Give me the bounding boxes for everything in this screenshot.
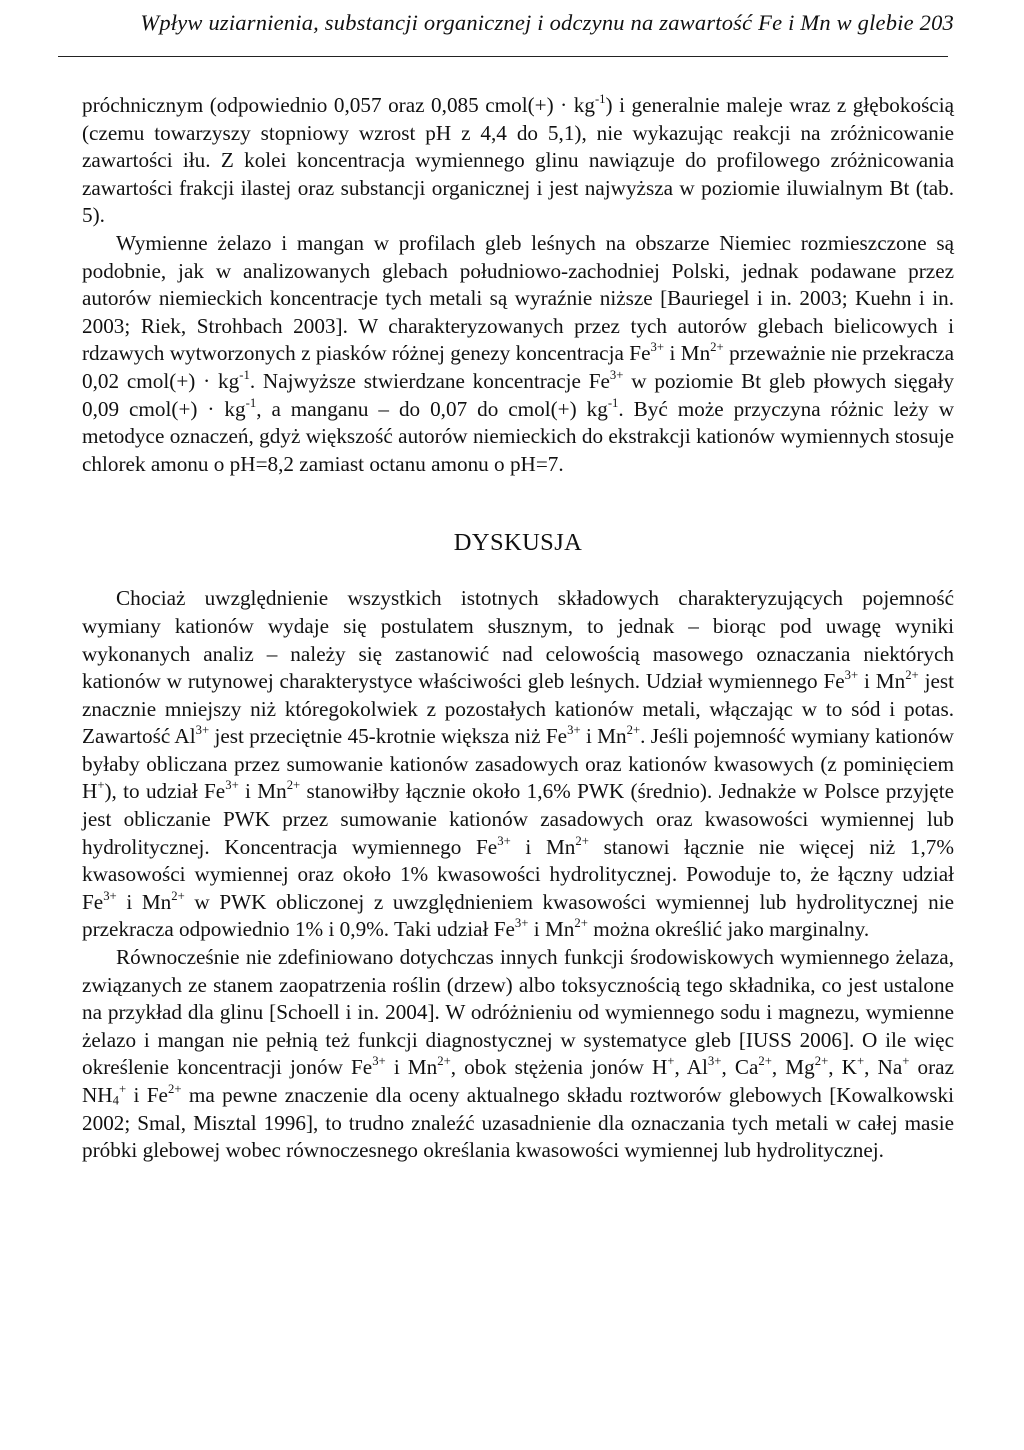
section-heading: DYSKUSJA <box>453 529 583 557</box>
text-run: jest znacznie mniejszy niż któregokolwiek z pozostałych kationów metali, włączając w to sód i potas. Zawartość Al <box>82 669 954 749</box>
text-run: . Być może przyczyna różnic leży w metodyce oznaczeń, gdyż większość autorów niemieckich do ekstrakcji kationów wymiennych stosuje chlorek amonu o pH=8,2 zamiast octanu amonu o pH=7. <box>82 396 954 476</box>
text-run: w poziomie Bt gleb płowych sięgały 0,09 cmol(+) · kg <box>82 368 954 421</box>
superscript: -1 <box>245 395 257 410</box>
superscript: 2+ <box>171 888 185 903</box>
superscript: + <box>118 1081 127 1096</box>
superscript: 3+ <box>707 1054 722 1069</box>
superscript: + <box>856 1054 865 1069</box>
text-run: , a manganu – do 0,07 do cmol(+) kg <box>256 396 608 421</box>
superscript: 2+ <box>710 340 724 355</box>
superscript: 2+ <box>437 1054 451 1069</box>
text-run: . Najwyższe stwierdzane koncentracje Fe <box>249 368 610 393</box>
superscript: + <box>902 1054 910 1069</box>
superscript: 3+ <box>650 340 665 355</box>
text-run: i Fe <box>126 1083 168 1107</box>
text-run: stanowi łącznie nie więcej niż 1,7% kwasowości wymiennej oraz około 1% kwasowości hydrolitycznej. Powoduje to, że łączny udział Fe <box>82 834 954 914</box>
superscript: 3+ <box>103 888 117 903</box>
text-run: . Jeśli pojemność wymiany kationów byłaby obliczana przez sumowanie kationów zasadowych oraz kationów kwasowych (z pominięciem H <box>82 724 954 804</box>
text-run: ) i generalnie maleje wraz z głębokością (czemu towarzyszy stopniowy wzrost pH z 4,4 do 5,1), nie wykazując reakcji na zróżnicowanie zawartości iłu. Z kolei koncentracja wymiennego glinu nawiązuje do profilowego zróżnicowania zawartości frakcji ilastej oraz substancji organicznej i jest najwyższa w poziomie iluwialnym Bt (tab. 5). <box>82 93 955 228</box>
text-run: , Al <box>674 1055 708 1080</box>
superscript: 2+ <box>626 723 641 738</box>
text-run: oraz NH <box>82 1055 954 1107</box>
paragraph <box>82 92 954 230</box>
text-run: w PWK obliczonej z uwzględnieniem kwasowości wymiennej lub hydrolitycznej nie przekracza odpowiednio 1% i 0,9%. Taki udział Fe <box>82 889 955 942</box>
superscript: 3+ <box>514 916 529 931</box>
superscript: 3+ <box>372 1054 386 1069</box>
paragraph <box>82 944 954 1165</box>
text-run: Chociaż uwzględnienie wszystkich istotnych składowych charakteryzujących pojemność wymiany kationów wydaje się postulatem słusznym, to jednak – biorąc pod uwagę wyniki wykonanych analiz – należy się zastanowić nad celowością masowego oznaczania niektórych kationów w rutynowej charakterystyce właściwości gleb leśnych. Udział wymiennego Fe <box>82 586 954 694</box>
superscript: 3+ <box>225 778 239 793</box>
superscript: + <box>667 1054 675 1069</box>
text-run: stanowiłby łącznie około 1,6% PWK (średnio). Jednakże w Polsce przyjęte jest obliczanie PWK przez sumowanie kationów zasadowych oraz kwasowości wymiennej lub hydrolitycznej. Koncentracja wymiennego Fe <box>82 779 954 859</box>
text-run: , Na <box>864 1055 903 1080</box>
subscript: 4 <box>112 1093 119 1108</box>
running-title: Wpływ uziarnienia, substancji organicznej i odczynu na zawartość Fe i Mn w glebie <box>140 10 914 35</box>
superscript: 2+ <box>905 667 919 682</box>
text-run: i Mn <box>580 724 627 749</box>
superscript: 3+ <box>497 833 511 848</box>
text-run: ma pewne znaczenie dla oceny aktualnego składu roztworów glebowych [Kowalkowski 2002; Smal, Misztal 1996], to trudno znaleźć uzasadnienie dla oznaczania tych metali w całej masie próbki glebowej wobec równoczesnego określania kwasowości wymiennej lub hydrolitycznej. <box>82 1083 954 1163</box>
body-text <box>82 92 954 1165</box>
text-run: i Mn <box>528 917 575 942</box>
text-run: i Mn <box>858 669 906 694</box>
header-rule <box>58 56 948 57</box>
text-run: jest przeciętnie 45-krotnie większa niż Fe <box>209 724 568 749</box>
superscript: -1 <box>607 395 619 410</box>
text-run: i Mn <box>510 834 576 859</box>
superscript: + <box>97 778 105 793</box>
superscript: 2+ <box>286 778 301 793</box>
running-header <box>82 8 954 38</box>
text-run: przeważnie nie przekracza 0,02 cmol(+) · kg <box>82 341 954 393</box>
superscript: 2+ <box>758 1054 772 1069</box>
page-number: 203 <box>919 10 954 35</box>
text-run: Równocześnie nie zdefiniowano dotychczas innych funkcji środowiskowych wymiennego żelaza, związanych ze stanem zaopatrzenia roślin (drzew) albo toksycznością tego składnika, co jest ustalone na przykład dla glinu [Schoell i in. 2004]. W odróżnieniu od wymiennego sodu i magnezu, wymienne żelazo i mangan nie pełnią też funkcji diagnostycznej w systematyce gleb [IUSS 2006]. O ile więc określenie koncentracji jonów Fe <box>82 945 954 1080</box>
superscript: 3+ <box>844 667 859 682</box>
superscript: 3+ <box>195 723 210 738</box>
text-run: Wymienne żelazo i mangan w profilach gleb leśnych na obszarze Niemiec rozmieszczone są podobnie, jak w analizowanych glebach południowo-zachodniej Polski, jednak podawane przez autorów niemieckich koncentracje tych metali są wyraźnie niższe [Bauriegel i in. 2003; Kuehn i in. 2003; Riek, Strohbach 2003]. W charakteryzowanych przez tych autorów glebach bielicowych i rdzawych wytworzonych z piasków różnej genezy koncentracja Fe <box>82 230 954 366</box>
text-run: , obok stężenia jonów H <box>450 1055 668 1080</box>
superscript: 2+ <box>814 1054 829 1069</box>
superscript: -1 <box>594 91 606 106</box>
superscript: 3+ <box>567 723 581 738</box>
superscript: 2+ <box>574 916 588 931</box>
superscript: 3+ <box>609 367 624 382</box>
text-run: można określić jako marginalny. <box>587 917 870 942</box>
paragraph <box>82 585 954 944</box>
text-run: ), to udział Fe <box>104 779 226 804</box>
text-run: i Mn <box>116 889 172 914</box>
superscript: 2+ <box>575 833 589 848</box>
superscript: -1 <box>239 367 250 382</box>
superscript: 2+ <box>167 1081 182 1096</box>
text-run: i Mn <box>385 1055 438 1080</box>
text-run: próchnicznym (odpowiednio 0,057 oraz 0,085 cmol(+) · kg <box>82 93 595 117</box>
text-run: i Mn <box>238 779 287 804</box>
text-run: , K <box>828 1055 857 1080</box>
paragraph <box>82 230 954 478</box>
text-run: , Ca <box>721 1055 759 1080</box>
text-run: i Mn <box>664 341 711 366</box>
text-run: , Mg <box>771 1055 815 1080</box>
